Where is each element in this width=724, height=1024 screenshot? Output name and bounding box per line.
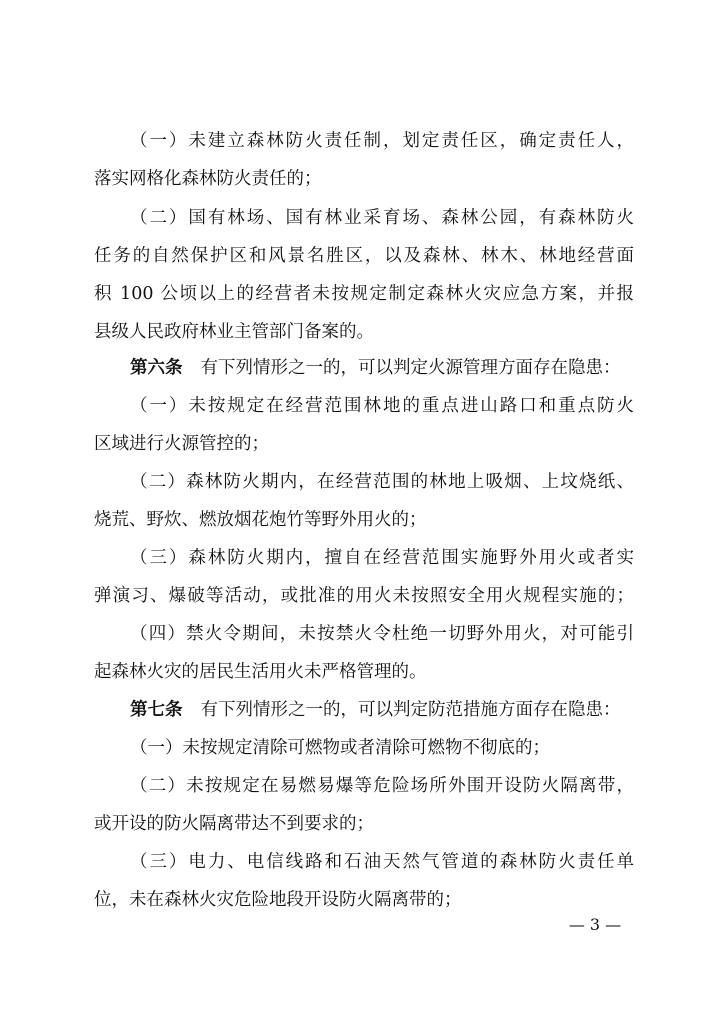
clause-line: （二）国有林场、国有林业采育场、森林公园，有森林防火 bbox=[130, 208, 634, 228]
clause-line: 起森林火灾的居民生活用火未严格管理的。 bbox=[94, 662, 427, 682]
clause-line: 积 100 公顷以上的经营者未按规定制定森林火灾应急方案，并报 bbox=[94, 284, 634, 304]
clause-line: 弹演习、爆破等活动，或批准的用火未按照安全用火规程实施的； bbox=[94, 586, 634, 606]
article-number: 第六条 bbox=[130, 358, 183, 378]
clause-line: （三）森林防火期内，擅自在经营范围实施野外用火或者实 bbox=[130, 548, 634, 568]
clause-line: 落实网格化森林防火责任的； bbox=[94, 169, 322, 189]
page-number: — 3 — bbox=[568, 915, 622, 934]
clause-line: 烧荒、野炊、燃放烟花炮竹等野外用火的； bbox=[94, 510, 427, 530]
article-number: 第七条 bbox=[130, 700, 183, 720]
article-heading bbox=[130, 353, 634, 383]
clause-line: （一）未按规定清除可燃物或者清除可燃物不彻底的； bbox=[130, 738, 550, 758]
clause-line: 位，未在森林火灾危险地段开设防火隔离带的； bbox=[94, 890, 462, 910]
clause-line: 县级人民政府林业主管部门备案的。 bbox=[94, 322, 374, 342]
article-text: 有下列情形之一的，可以判定火源管理方面存在隐患： bbox=[200, 358, 621, 378]
clause-line: （四）禁火令期间，未按禁火令杜绝一切野外用火，对可能引 bbox=[130, 624, 634, 644]
clause-line: 或开设的防火隔离带达不到要求的； bbox=[94, 814, 374, 834]
clause-line: 区域进行火源管控的； bbox=[94, 434, 269, 454]
article-text: 有下列情形之一的，可以判定防范措施方面存在隐患： bbox=[200, 700, 621, 720]
article-heading bbox=[130, 695, 634, 725]
clause-line: （一）未按规定在经营范围林地的重点进山路口和重点防火 bbox=[130, 396, 634, 416]
clause-line: （三）电力、电信线路和石油天然气管道的森林防火责任单 bbox=[130, 852, 634, 872]
clause-line: 任务的自然保护区和风景名胜区，以及森林、林木、林地经营面 bbox=[94, 246, 634, 266]
clause-line: （一）未建立森林防火责任制，划定责任区，确定责任人， bbox=[130, 131, 634, 151]
clause-line: （二）森林防火期内，在经营范围的林地上吸烟、上坟烧纸、 bbox=[130, 472, 634, 492]
clause-line: （二）未按规定在易燃易爆等危险场所外围开设防火隔离带， bbox=[130, 776, 634, 796]
